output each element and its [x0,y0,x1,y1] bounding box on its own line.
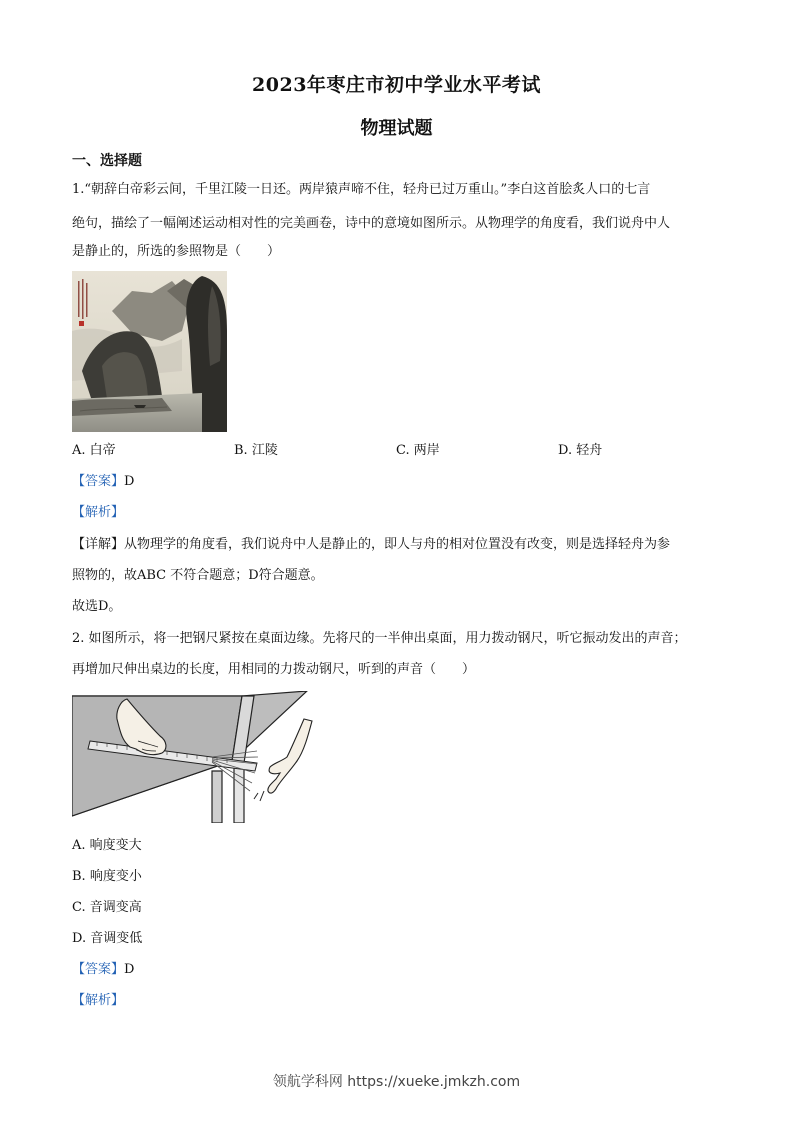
q2-analysis [72,991,124,1011]
q1-analysis [72,503,124,523]
q1-option-a: A. 白帝 [72,443,116,458]
q2-analysis-tag: 【解析】 [72,993,125,1008]
q2-line-2: 再增加尺伸出桌边的长度，用相同的力拨动钢尺，听到的声音（ ） [72,662,476,677]
q1-line-1: 1.“朝辞白帝彩云间，千里江陵一日还。两岸猿声啼不住，轻舟已过万重山。”李白这首脍炙人口的七言 [72,182,651,197]
q1-line-2: 绝句，描绘了一幅阐述运动相对性的完美画卷，诗中的意境如图所示。从物理学的角度看，我们说舟中人 [72,216,671,231]
q2-option-a: A. 响度变大 [72,838,142,853]
q2-option-b: B. 响度变小 [72,869,142,884]
q1-option-b: B. 江陵 [234,443,278,458]
q2-answer-value: D [124,962,135,977]
q1-landscape-painting [72,271,227,432]
q1-analysis-tag: 【解析】 [72,505,125,520]
q2-line-1: 2. 如图所示，将一把钢尺紧按在桌面边缘。先将尺的一半伸出桌面，用力拨动钢尺，听它振动发出的声音； [72,631,687,646]
q1-option-c: C. 两岸 [396,443,440,458]
exam-subtitle: 物理试题 [360,118,433,139]
q1-answer-value: D [124,474,135,489]
q1-option-d: D. 轻舟 [558,443,603,458]
q1-detail-tag: 【详解】 [72,537,125,552]
q1-detail-line-2: 照物的，故ABC 不符合题意；D符合题意。 [72,568,324,583]
q2-answer-tag: 【答案】 [72,962,125,977]
q2-ruler-table-figure [72,691,322,823]
q1-detail-line-1 [72,535,670,555]
q2-option-d: D. 音调变低 [72,931,143,946]
q1-detail-text-1: 从物理学的角度看，我们说舟中人是静止的，即人与舟的相对位置没有改变，则是选择轻舟为参 [124,537,671,552]
q1-answer-tag: 【答案】 [72,474,125,489]
footer-watermark[interactable]: 领航学科网 https://xueke.jmkzh.com [272,1074,521,1090]
q1-answer [72,472,134,492]
exam-title: 2023年枣庄市初中学业水平考试 [252,74,541,96]
q1-conclusion: 故选D。 [72,599,122,614]
q2-option-c: C. 音调变高 [72,900,142,915]
q2-answer [72,960,134,980]
section-heading: 一、选择题 [72,153,142,169]
q1-line-3: 是静止的，所选的参照物是（ ） [72,244,281,259]
